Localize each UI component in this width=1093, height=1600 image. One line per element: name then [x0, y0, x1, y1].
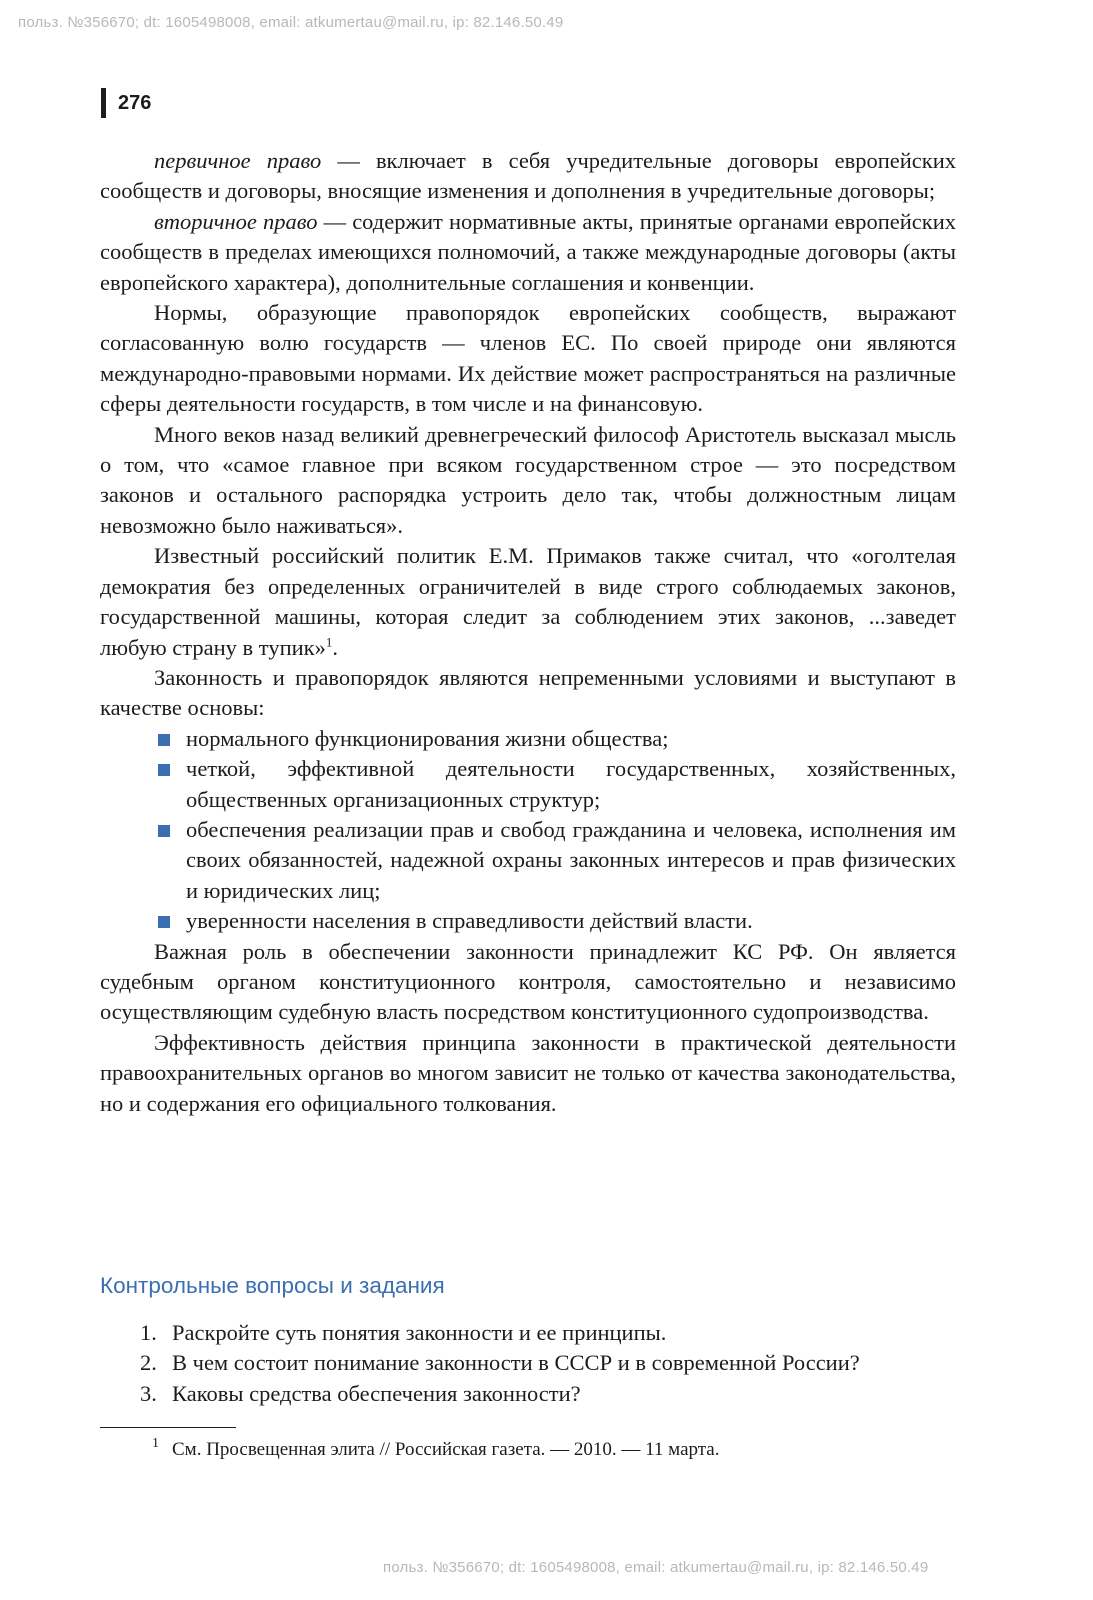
page-number: 276	[101, 88, 151, 118]
watermark-top: польз. №356670; dt: 1605498008, email: atkumertau@mail.ru, ip: 82.146.50.49	[18, 14, 564, 31]
section-heading: Контрольные вопросы и задания	[100, 1273, 445, 1298]
paragraph: Известный российский политик Е.М. Примаков также считал, что «оголтелая демократия без определенных ограничителей в виде строго соблюдаемых законов, государственной машины, которая следит за соблюдением этих законов, ...заведет любую страну в тупик»$^1$.	[100, 543, 956, 660]
list-item: нормального функционирования жизни общества;	[100, 724, 956, 754]
list-item: четкой, эффективной деятельности государственных, хозяйственных, общественных организационных структур;	[100, 754, 956, 815]
list-item: 1. Раскройте суть понятия законности и ее принципы.	[140, 1320, 667, 1345]
footnote-ref[interactable]: 1	[325, 634, 333, 649]
footnote-text: См. Просвещенная элита // Российская газета. — 2010. — 11 марта.	[172, 1439, 720, 1460]
footnote-mark: 1	[152, 1436, 159, 1451]
paragraph: Много веков назад великий древнегреческий философ Аристотель высказал мысль о том, что «самое главное при всяком государственном строе — это посредством законов и остального распорядка устроить дело так, чтобы должностным лицам невозможно было наживаться».	[100, 421, 956, 538]
paragraph: Нормы, образующие правопорядок европейских сообществ, выражают согласованную волю государств — членов ЕС. По своей природе они являются международно-правовыми нормами. Их действие может распространяться на различные сферы деятельности государств, в том числе и на финансовую.	[100, 300, 956, 417]
footnote-divider	[100, 1427, 236, 1428]
body-text	[100, 146, 956, 1119]
square-bullet-icon	[158, 916, 170, 928]
paragraph: Важная роль в обеспечении законности принадлежит КС РФ. Он является судебным органом конституционного контроля, самостоятельно и независимо осуществляющим судебную власть посредством конституционного судопроизводства.	[100, 938, 956, 1025]
paragraph: Эффективность действия принципа законности в практической деятельности правоохранительных органов во многом зависит не только от качества законодательства, но и содержания его официального толкования.	[100, 1029, 956, 1116]
questions-list	[100, 1318, 960, 1409]
square-bullet-icon	[158, 734, 170, 746]
list-item: 2. В чем состоит понимание законности в СССР и в современной России?	[140, 1350, 860, 1376]
square-bullet-icon	[158, 825, 170, 837]
paragraph-secondary-law: вторичное право — содержит нормативные акты, принятые органами европейских сообществ в пределах имеющихся полномочий, а также международные договоры (акты европейского характера), дополнительные соглашения и конвенции.	[100, 208, 956, 295]
square-bullet-icon	[158, 764, 170, 776]
watermark-bottom: польз. №356670; dt: 1605498008, email: atkumertau@mail.ru, ip: 82.146.50.49	[383, 1559, 929, 1576]
paragraph: Законность и правопорядок являются непременными условиями и выступают в качестве основы:	[100, 664, 956, 721]
term-primary-law: первичное право	[154, 148, 322, 173]
bullet-list	[100, 724, 956, 937]
list-item: 3. Каковы средства обеспечения законности?	[140, 1380, 581, 1406]
term-secondary-law: вторичное право	[154, 208, 318, 234]
list-item: обеспечения реализации прав и свобод гражданина и человека, исполнения им своих обязанностей, надежной охраны законных интересов и прав физических и юридических лиц;	[100, 815, 956, 906]
list-item: уверенности населения в справедливости действий власти.	[100, 906, 956, 936]
paragraph-primary-law: первичное право — включает в себя учредительные договоры европейских сообществ и договоры, вносящие изменения и дополнения в учредительные договоры;	[100, 148, 956, 204]
